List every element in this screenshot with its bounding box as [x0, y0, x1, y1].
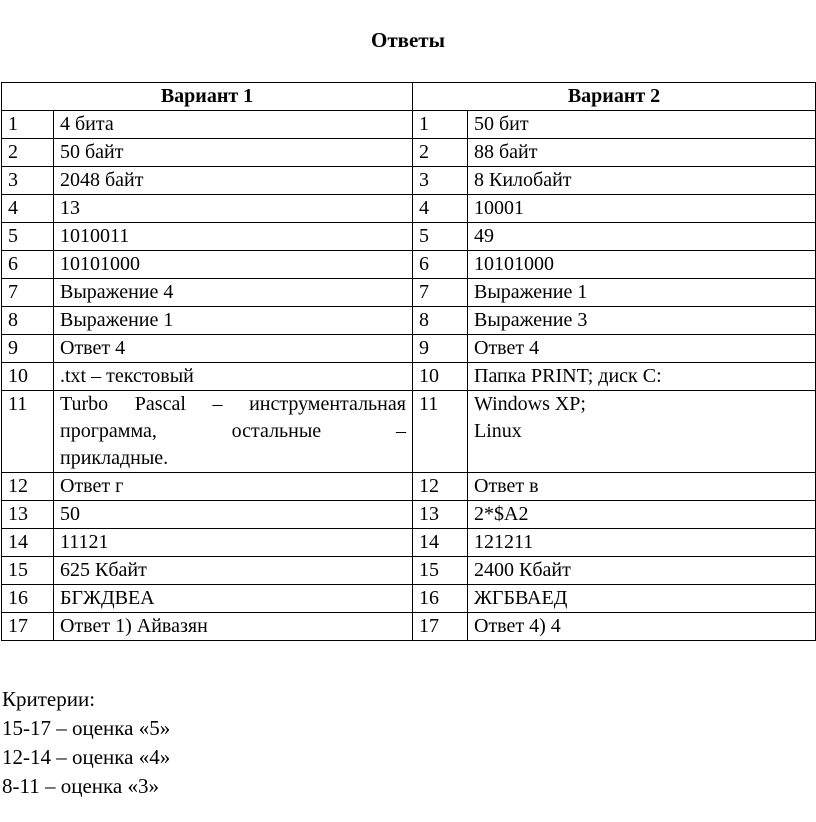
question-number: 1 [2, 111, 54, 139]
question-number: 9 [413, 335, 468, 363]
answer-word: – [396, 420, 406, 442]
table-row [2, 307, 816, 335]
answer-cell: Выражение 3 [468, 307, 816, 335]
answer-cell: 1010011 [54, 223, 413, 251]
table-row [2, 139, 816, 167]
question-number: 15 [413, 557, 468, 585]
question-number: 16 [2, 585, 54, 613]
answer-cell: БГЖДВЕА [54, 585, 413, 613]
question-number: 8 [413, 307, 468, 335]
table-row [2, 529, 816, 557]
question-number: 10 [2, 363, 54, 391]
table-row [2, 251, 816, 279]
question-number: 13 [413, 501, 468, 529]
answer-line [60, 391, 406, 418]
criteria-block [2, 685, 170, 801]
variant-2-header: Вариант 2 [413, 83, 816, 111]
question-number: 7 [413, 279, 468, 307]
answer-word: инструментальная [249, 393, 406, 415]
question-number: 11 [413, 391, 468, 473]
answer-cell: Папка PRINT; диск С: [468, 363, 816, 391]
question-number: 7 [2, 279, 54, 307]
answer-cell: 10101000 [54, 251, 413, 279]
page-title: Ответы [370, 28, 446, 52]
table-row [2, 335, 816, 363]
answer-cell: 2400 Кбайт [468, 557, 816, 585]
answer-cell: 50 байт [54, 139, 413, 167]
answer-cell: 49 [468, 223, 816, 251]
question-number: 4 [2, 195, 54, 223]
answer-cell: ЖГБВАЕД [468, 585, 816, 613]
criteria-item: 15-17 – оценка «5» [2, 716, 171, 740]
criteria-heading: Критерии: [2, 687, 96, 711]
table-row [2, 613, 816, 641]
question-number: 12 [2, 473, 54, 501]
answer-cell: 121211 [468, 529, 816, 557]
answer-cell: 11121 [54, 529, 413, 557]
table-row [2, 111, 816, 139]
question-number: 11 [2, 391, 54, 473]
table-row [2, 557, 816, 585]
answer-cell: 8 Килобайт [468, 167, 816, 195]
table-row [2, 223, 816, 251]
question-number: 3 [413, 167, 468, 195]
answer-cell: Выражение 1 [468, 279, 816, 307]
question-number: 5 [413, 223, 468, 251]
answer-cell [468, 391, 816, 473]
variant-1-header: Вариант 1 [2, 83, 413, 111]
answer-word: Turbo [60, 393, 109, 415]
answer-cell: 4 бита [54, 111, 413, 139]
answer-cell: Ответ 4 [54, 335, 413, 363]
answer-cell: 50 [54, 501, 413, 529]
answer-cell: .txt – текстовый [54, 363, 413, 391]
answer-word: программа, [60, 420, 157, 442]
question-number: 17 [413, 613, 468, 641]
table-row [2, 473, 816, 501]
answer-word: Pascal [134, 393, 186, 415]
answer-word: – [212, 393, 223, 415]
answer-cell [54, 391, 413, 473]
table-row [2, 279, 816, 307]
question-number: 5 [2, 223, 54, 251]
table-row [2, 363, 816, 391]
question-number: 6 [413, 251, 468, 279]
criteria-item: 12-14 – оценка «4» [2, 745, 171, 769]
question-number: 8 [2, 307, 54, 335]
answer-line: Windows XP; [474, 393, 586, 415]
question-number: 12 [413, 473, 468, 501]
question-number: 4 [413, 195, 468, 223]
question-number: 17 [2, 613, 54, 641]
answer-cell: 10001 [468, 195, 816, 223]
answer-cell: Ответ г [54, 473, 413, 501]
question-number: 2 [413, 139, 468, 167]
answer-cell: 88 байт [468, 139, 816, 167]
table-row [2, 585, 816, 613]
question-number: 3 [2, 167, 54, 195]
answer-line [60, 418, 406, 445]
answer-cell: 625 Кбайт [54, 557, 413, 585]
answers-table [1, 82, 816, 641]
question-number: 10 [413, 363, 468, 391]
question-number: 2 [2, 139, 54, 167]
answer-cell: Ответ 1) Айвазян [54, 613, 413, 641]
answer-cell: Ответ 4 [468, 335, 816, 363]
question-number: 6 [2, 251, 54, 279]
answer-cell: 50 бит [468, 111, 816, 139]
question-number: 13 [2, 501, 54, 529]
answer-cell: 2*$A2 [468, 501, 816, 529]
table-header-row [2, 83, 816, 111]
question-number: 1 [413, 111, 468, 139]
answer-cell: Ответ в [468, 473, 816, 501]
question-number: 14 [2, 529, 54, 557]
table-row [2, 195, 816, 223]
table-row [2, 391, 816, 473]
question-number: 15 [2, 557, 54, 585]
criteria-item: 8-11 – оценка «3» [2, 774, 159, 798]
answer-cell: Выражение 1 [54, 307, 413, 335]
answer-word: остальные [231, 420, 322, 442]
answer-cell: 10101000 [468, 251, 816, 279]
question-number: 14 [413, 529, 468, 557]
answer-cell: 13 [54, 195, 413, 223]
answer-cell: Выражение 4 [54, 279, 413, 307]
table-row [2, 167, 816, 195]
answer-cell: 2048 байт [54, 167, 413, 195]
table-row [2, 501, 816, 529]
question-number: 9 [2, 335, 54, 363]
answer-cell: Ответ 4) 4 [468, 613, 816, 641]
question-number: 16 [413, 585, 468, 613]
answer-line: Linux [474, 420, 522, 442]
answer-line: прикладные. [60, 447, 169, 469]
